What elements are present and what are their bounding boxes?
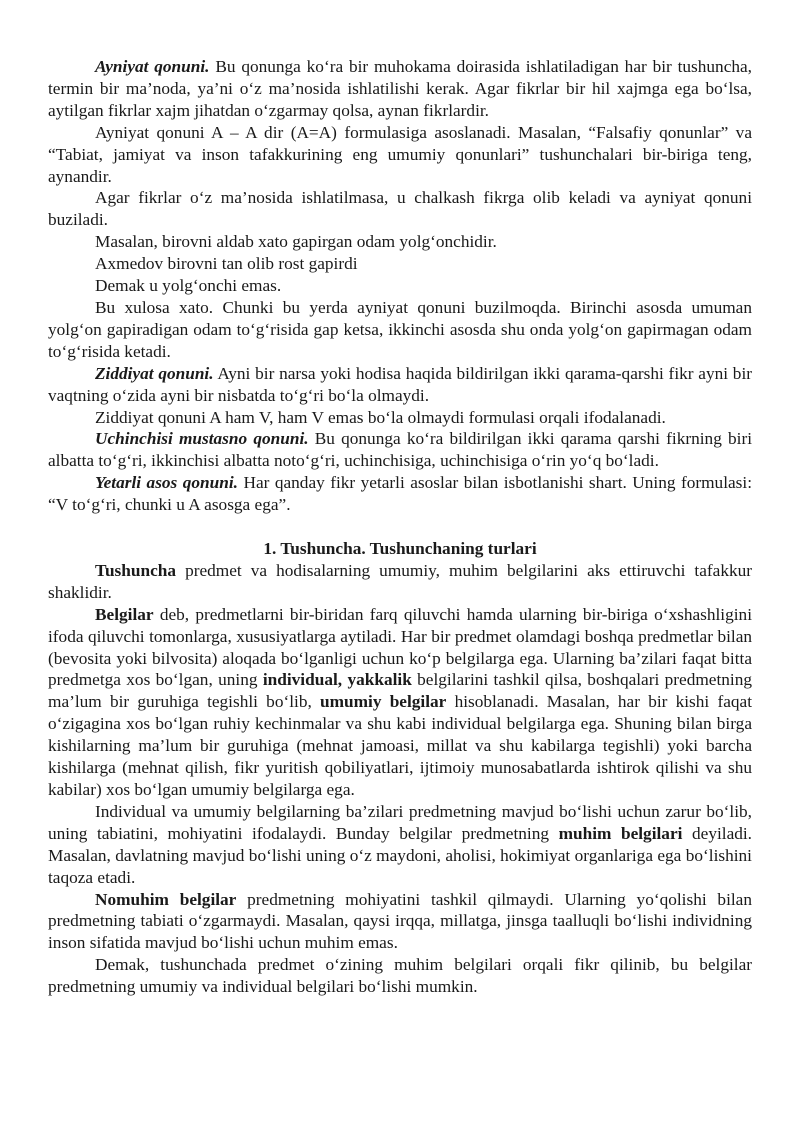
paragraph-yetarli-asos <box>48 472 752 516</box>
paragraph-nomuhim-belgilar <box>48 889 752 955</box>
term-belgilar: Belgilar <box>95 604 154 624</box>
paragraph-text: Individual va umumiy belgilarning ba’zilari predmetning mavjud bo‘lishi uchun zarur bo‘lib, uning tabiatini, mohiyatini ifodalaydi. Bunday belgilar predmetning <box>48 801 752 843</box>
paragraph-text: deb, predmetlarni bir-biridan farq qiluvchi hamda ularning bir-biriga o‘xshashligini ifoda qiluvchi tomonlarga, xususiyatlarga aytiladi. Har bir predmet olamdagi boshqa predmetlar bilan (bevosita yoki bilvosita) aloqada bo‘lganligi uchun ko‘p belgilarga ega. Ularning ba’zilari faqat bitta predmetga xos bo‘lgan, uning <box>48 604 752 690</box>
term-umumiy-belgilar: umumiy belgilar <box>320 692 447 712</box>
paragraph-text: deyiladi. Masalan, davlatning mavjud bo‘lishi uning o‘z maydoni, aholisi, hokimiyat organlariga ega bo‘lishini taqoza etadi. <box>48 823 752 887</box>
paragraph-text: predmetning mohiyatini tashkil qilmaydi. Ularning yo‘qolishi bilan predmetning tabiati o‘zgarmaydi. Masalan, qaysi irqqa, millatga, jinsga taalluqli bo‘lishi individning inson sifatida mavjud bo‘lishi uchun muhim emas. <box>48 889 752 953</box>
section-heading: 1. Tushuncha. Tushunchaning turlari <box>263 539 537 559</box>
paragraph-text: predmet va hodisalarning umumiy, muhim belgilarini aks ettiruvchi tafakkur shaklidir. <box>48 560 752 602</box>
term-uchinchisi-mustasno: Uchinchisi mustasno qonuni. <box>95 429 309 449</box>
term-individual-yakkalik: individual, yakkalik <box>262 670 412 690</box>
term-ziddiyat-qonuni: Ziddiyat qonuni. <box>95 363 214 383</box>
paragraph-example-line-3: Demak u yolg‘onchi emas. <box>95 276 282 296</box>
paragraph-example-line-2: Axmedov birovni tan olib rost gapirdi <box>95 254 358 274</box>
paragraph-text: Bu qonunga ko‘ra bir muhokama doirasida ishlatiladigan har bir tushuncha, termin bir ma’noda, ya’ni o‘z ma’nosida ishlatilishi kerak. Agar fikrlar bir hil xajmga ega bo‘lsa, aytilgan fikrlar xajm jihatdan o‘zgarmay qolsa, aynan fikrlardir. <box>48 57 752 120</box>
document-page <box>48 56 752 998</box>
term-muhim-belgilari: muhim belgilari <box>558 823 683 843</box>
term-ayniyat-qonuni: Ayniyat qonuni. <box>95 57 210 76</box>
paragraph-text: Har qanday fikr yetarli asoslar bilan isbotlanishi shart. Uning formulasi: “V to‘g‘ri, chunki u A asosga ega”. <box>48 473 752 515</box>
paragraph-example-line-1: Masalan, birovni aldab xato gapirgan odam yolg‘onchidir. <box>95 232 497 252</box>
paragraph-ayniyat-qonuni <box>48 56 752 122</box>
paragraph-xulosa-xato: Bu xulosa xato. Chunki bu yerda ayniyat qonuni buzilmoqda. Birinchi asosda umuman yolg‘on gapiradigan odam to‘g‘risida gap ketsa, ikkinchi asosda shu onda yolg‘on gapirmagan odam to‘g‘risida ketadi. <box>48 297 752 361</box>
paragraph-tushuncha <box>48 560 752 604</box>
paragraph-ziddiyat-qonuni <box>48 363 752 407</box>
paragraph-ziddiyat-formula: Ziddiyat qonuni A ham V, ham V emas bo‘la olmaydi formulasi orqali ifodalanadi. <box>95 407 666 427</box>
term-nomuhim-belgilar: Nomuhim belgilar <box>95 889 237 909</box>
term-tushuncha: Tushuncha <box>95 560 177 580</box>
paragraph-text: Ayni bir narsa yoki hodisa haqida bildirilgan ikki qarama-qarshi fikr ayni bir vaqtning o‘zida ayni bir nisbatda to‘g‘ri bo‘la olmaydi. <box>48 363 752 405</box>
paragraph-ayniyat-formula: Ayniyat qonuni A – A dir (A=A) formulasiga asoslanadi. Masalan, “Falsafiy qonunlar” va “Tabiat, jamiyat va inson tafakkurining eng umumiy qonunlari” tushunchalari bir-biriga teng, aynandir. <box>48 122 752 186</box>
paragraph-demak: Demak, tushunchada predmet o‘zining muhim belgilari orqali fikr qilinib, bu belgilar predmetning umumiy va individual belgilari bo‘lishi mumkin. <box>48 955 752 997</box>
paragraph-text: hisoblanadi. Masalan, har bir kishi faqat o‘zigagina xos bo‘lgan ruhiy kechinmalar va shu kabi individual belgilarga ega. Shuning bilan birga kishilarning ma’lum bir guruhiga (mehnat jamoasi, millat va shu kabilarga tegishli) yoki barcha kishilarga (mehnat qilish, fikr yuritish qobiliyatlari, ijtimoiy munosabatlarda ishtirok qilishi va shu kabilar) xos bo‘lgan umumiy belgilarga ega. <box>48 692 752 799</box>
paragraph-ayniyat-buzilishi: Agar fikrlar o‘z ma’nosida ishlatilmasa, u chalkash fikrga olib keladi va ayniyat qonuni buziladi. <box>48 188 752 230</box>
section-gap <box>48 516 752 538</box>
term-yetarli-asos: Yetarli asos qonuni. <box>95 473 238 493</box>
paragraph-text: belgilarini tashkil qilsa, boshqalari predmetning ma’lum bir guruhiga tegishli bo‘lib, <box>48 670 752 712</box>
paragraph-text: Bu qonunga ko‘ra bildirilgan ikki qarama qarshi fikrning biri albatta to‘g‘ri, ikkinchisi albatta noto‘g‘ri, uchinchisiga, uchinchisiga o‘rin yo‘q bo‘ladi. <box>48 429 753 471</box>
paragraph-individual-umumiy <box>48 801 752 889</box>
paragraph-belgilar <box>48 604 752 801</box>
paragraph-uchinchisi-mustasno <box>48 428 752 472</box>
